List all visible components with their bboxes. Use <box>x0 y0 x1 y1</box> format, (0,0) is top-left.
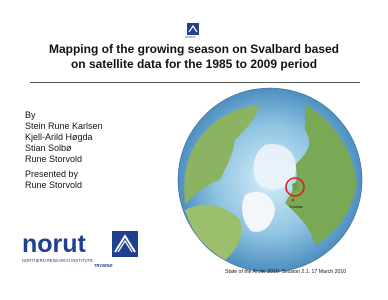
title-divider <box>30 82 360 83</box>
author-name: Kjell-Arild Høgda <box>25 132 93 142</box>
author-name: Rune Storvold <box>25 154 83 164</box>
norut-logo <box>22 228 152 268</box>
tromso-label: Tromsø <box>289 204 303 209</box>
tromso-marker <box>292 199 295 202</box>
norut-logo-graphic <box>22 228 152 268</box>
authors-label: By <box>25 110 36 120</box>
presenter-name: Rune Storvold <box>25 180 83 190</box>
title-line-1: Mapping of the growing season on Svalbard based <box>48 42 340 56</box>
arctic-map <box>175 85 365 275</box>
norut-wordmark: norut <box>22 230 86 258</box>
norut-subtitle: NORTHERN RESEARCH INSTITUTE <box>22 258 93 263</box>
footer-text: State of the Arctic 2010: Session 2.1. 17 March 2010 <box>225 269 347 275</box>
presenter-block <box>25 169 82 191</box>
presented-label: Presented by <box>25 169 79 179</box>
title-line-2: on satellite data for the 1985 to 2009 period <box>70 57 318 71</box>
top-logo-text: NORUT <box>185 35 196 39</box>
author-name: Stein Rune Karlsen <box>25 121 103 131</box>
norut-city: TROMSØ <box>94 263 113 268</box>
author-name: Stian Solbø <box>25 143 72 153</box>
authors-block <box>25 110 103 165</box>
top-logo-icon <box>187 23 199 35</box>
slide-title <box>20 42 368 72</box>
